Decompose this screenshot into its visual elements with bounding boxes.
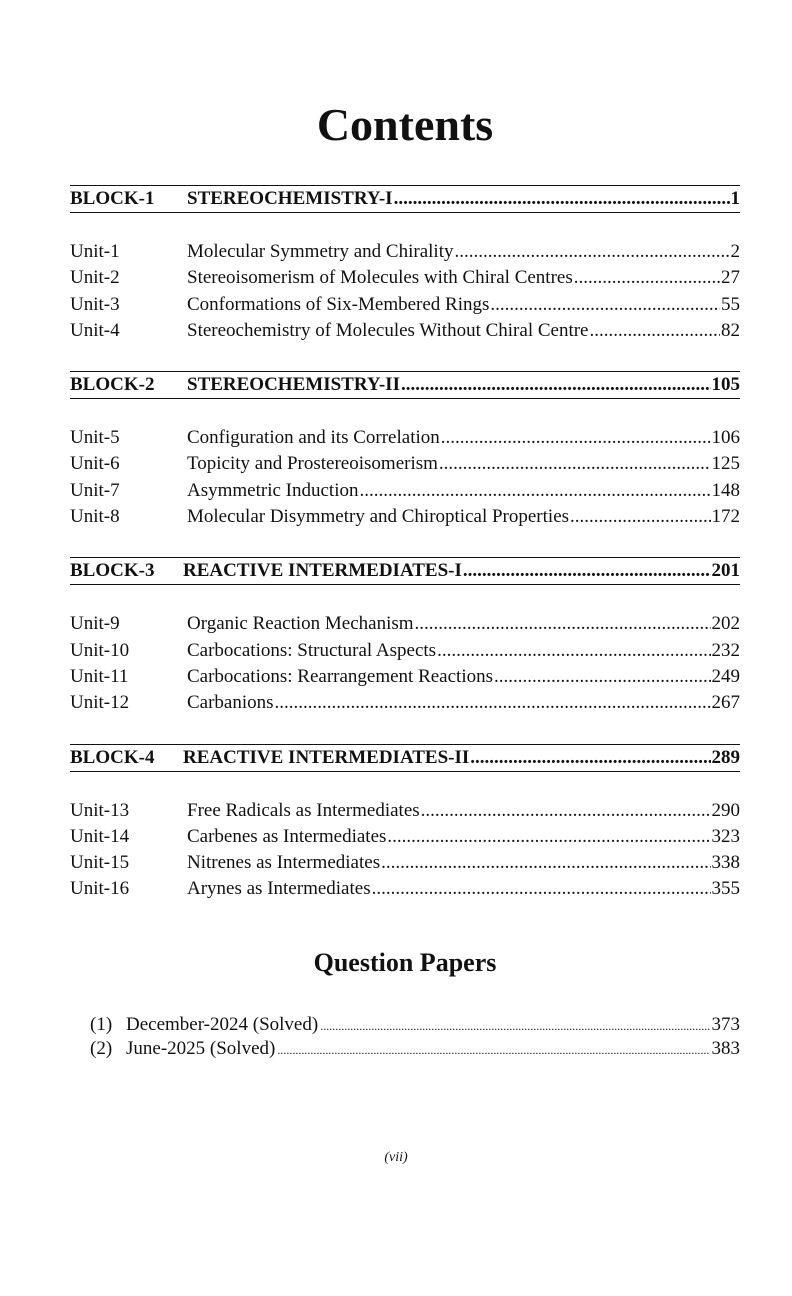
unit-code: Unit-11 (70, 665, 129, 687)
unit-list (70, 798, 740, 903)
dot-leader (439, 451, 711, 477)
block-title: STEREOCHEMISTRY-I (187, 188, 393, 209)
dot-leader (360, 478, 711, 504)
unit-title: Carbocations: Structural Aspects (187, 639, 437, 661)
unit-code: Unit-2 (70, 267, 120, 289)
unit-entry (70, 824, 740, 850)
block-code: BLOCK-4 (70, 746, 155, 768)
block-page-number: 105 (711, 374, 740, 396)
unit-code: Unit-6 (70, 453, 120, 475)
question-paper-title: December-2024 (Solved) (126, 1013, 319, 1035)
dot-leader (454, 239, 729, 265)
block-page-number: 1 (730, 188, 740, 209)
unit-code: Unit-13 (70, 799, 130, 821)
unit-page-number: 106 (711, 427, 740, 449)
unit-page-number: 2 (730, 241, 740, 262)
unit-entry (70, 318, 740, 344)
dot-leader (421, 798, 711, 824)
unit-title: Stereochemistry of Molecules Without Chiral Centre (187, 319, 589, 341)
page-title: Contents (316, 99, 494, 150)
unit-title: Carbanions (187, 692, 274, 714)
unit-entry (70, 451, 740, 477)
question-papers-title: Question Papers (313, 947, 497, 977)
question-paper-number: (2) (90, 1038, 113, 1060)
block-title: STEREOCHEMISTRY-II (187, 374, 400, 396)
unit-page-number: 232 (711, 639, 740, 661)
block-page-number: 201 (711, 560, 740, 582)
unit-page-number: 125 (711, 453, 740, 475)
question-paper-title: June-2025 (Solved) (126, 1038, 276, 1060)
dot-leader (277, 1038, 709, 1062)
unit-code: Unit-5 (70, 427, 120, 449)
unit-page-number: 249 (711, 665, 740, 687)
dot-leader (570, 504, 710, 530)
unit-code: Unit-10 (70, 639, 130, 661)
block-heading (70, 185, 740, 213)
dot-leader (463, 558, 711, 584)
unit-entry (70, 265, 740, 291)
unit-code: Unit-9 (70, 613, 120, 635)
block-code: BLOCK-2 (70, 374, 155, 396)
unit-title: Arynes as Intermediates (187, 878, 371, 900)
unit-page-number: 82 (721, 319, 740, 341)
unit-page-number: 202 (711, 613, 740, 635)
unit-entry (70, 638, 740, 664)
unit-entry (70, 876, 740, 902)
unit-title: Configuration and its Correlation (187, 427, 440, 449)
question-papers-section (70, 943, 740, 1062)
unit-list (70, 611, 740, 716)
unit-page-number: 172 (711, 506, 740, 528)
dot-leader (394, 186, 730, 212)
question-paper-page-number: 383 (711, 1038, 740, 1060)
unit-code: Unit-4 (70, 319, 120, 341)
contents-page (70, 0, 740, 1062)
block (70, 371, 740, 530)
dot-leader (441, 425, 711, 451)
unit-title: Topicity and Prostereoisomerism (187, 453, 438, 475)
unit-entry (70, 664, 740, 690)
dot-leader (381, 850, 710, 876)
block (70, 185, 740, 344)
question-paper-entry (90, 1037, 740, 1062)
dot-leader (401, 372, 711, 398)
unit-title: Conformations of Six-Membered Rings (187, 293, 490, 315)
unit-title: Molecular Symmetry and Chirality (187, 241, 454, 262)
unit-page-number: 323 (711, 825, 740, 847)
dot-leader (494, 664, 710, 690)
block-code: BLOCK-3 (70, 560, 155, 582)
question-paper-entry (90, 1013, 740, 1038)
unit-entry (70, 504, 740, 530)
unit-title: Asymmetric Induction (187, 479, 359, 501)
unit-title: Carbocations: Rearrangement Reactions (187, 665, 494, 687)
unit-page-number: 338 (711, 852, 740, 874)
unit-entry (70, 292, 740, 318)
unit-page-number: 267 (711, 692, 740, 714)
dot-leader (470, 745, 710, 771)
unit-code: Unit-12 (70, 692, 130, 714)
unit-page-number: 148 (711, 479, 740, 501)
dot-leader (415, 611, 711, 637)
block (70, 557, 740, 716)
unit-code: Unit-14 (70, 825, 130, 847)
unit-page-number: 27 (721, 267, 740, 289)
unit-entry (70, 425, 740, 451)
block-list (70, 185, 740, 903)
block-heading (70, 371, 740, 399)
block-heading (70, 557, 740, 585)
block-title: REACTIVE INTERMEDIATES-I (183, 560, 462, 582)
unit-title: Carbenes as Intermediates (187, 825, 387, 847)
unit-code: Unit-8 (70, 506, 120, 528)
block-heading (70, 744, 740, 772)
question-paper-number: (1) (90, 1013, 113, 1035)
unit-title: Free Radicals as Intermediates (187, 799, 420, 821)
unit-list (70, 239, 740, 344)
unit-code: Unit-15 (70, 852, 130, 874)
unit-entry (70, 690, 740, 716)
block-title: REACTIVE INTERMEDIATES-II (183, 746, 470, 768)
unit-title: Stereoisomerism of Molecules with Chiral Centres (187, 267, 573, 289)
unit-code: Unit-3 (70, 293, 120, 315)
dot-leader (590, 318, 721, 344)
unit-entry (70, 850, 740, 876)
dot-leader (372, 876, 711, 902)
unit-entry (70, 798, 740, 824)
question-paper-list (90, 1013, 740, 1062)
unit-title: Organic Reaction Mechanism (187, 613, 414, 635)
dot-leader (490, 292, 720, 318)
unit-title: Nitrenes as Intermediates (187, 852, 381, 874)
unit-code: Unit-16 (70, 878, 130, 900)
unit-entry (70, 611, 740, 637)
unit-page-number: 355 (711, 878, 740, 900)
unit-list (70, 425, 740, 530)
block-page-number: 289 (711, 746, 740, 768)
dot-leader (275, 690, 711, 716)
unit-title: Molecular Disymmetry and Chiroptical Properties (187, 506, 570, 528)
dot-leader (320, 1014, 709, 1038)
block (70, 744, 740, 903)
unit-entry (70, 478, 740, 504)
unit-code: Unit-7 (70, 479, 120, 501)
unit-page-number: 290 (711, 799, 740, 821)
dot-leader (574, 265, 720, 291)
question-paper-page-number: 373 (711, 1013, 740, 1035)
unit-entry (70, 239, 740, 265)
block-code: BLOCK-1 (70, 188, 155, 209)
dot-leader (387, 824, 710, 850)
unit-page-number: 55 (721, 293, 740, 315)
page-number-footer: (vii) (384, 1150, 408, 1165)
dot-leader (437, 638, 710, 664)
unit-code: Unit-1 (70, 241, 120, 262)
